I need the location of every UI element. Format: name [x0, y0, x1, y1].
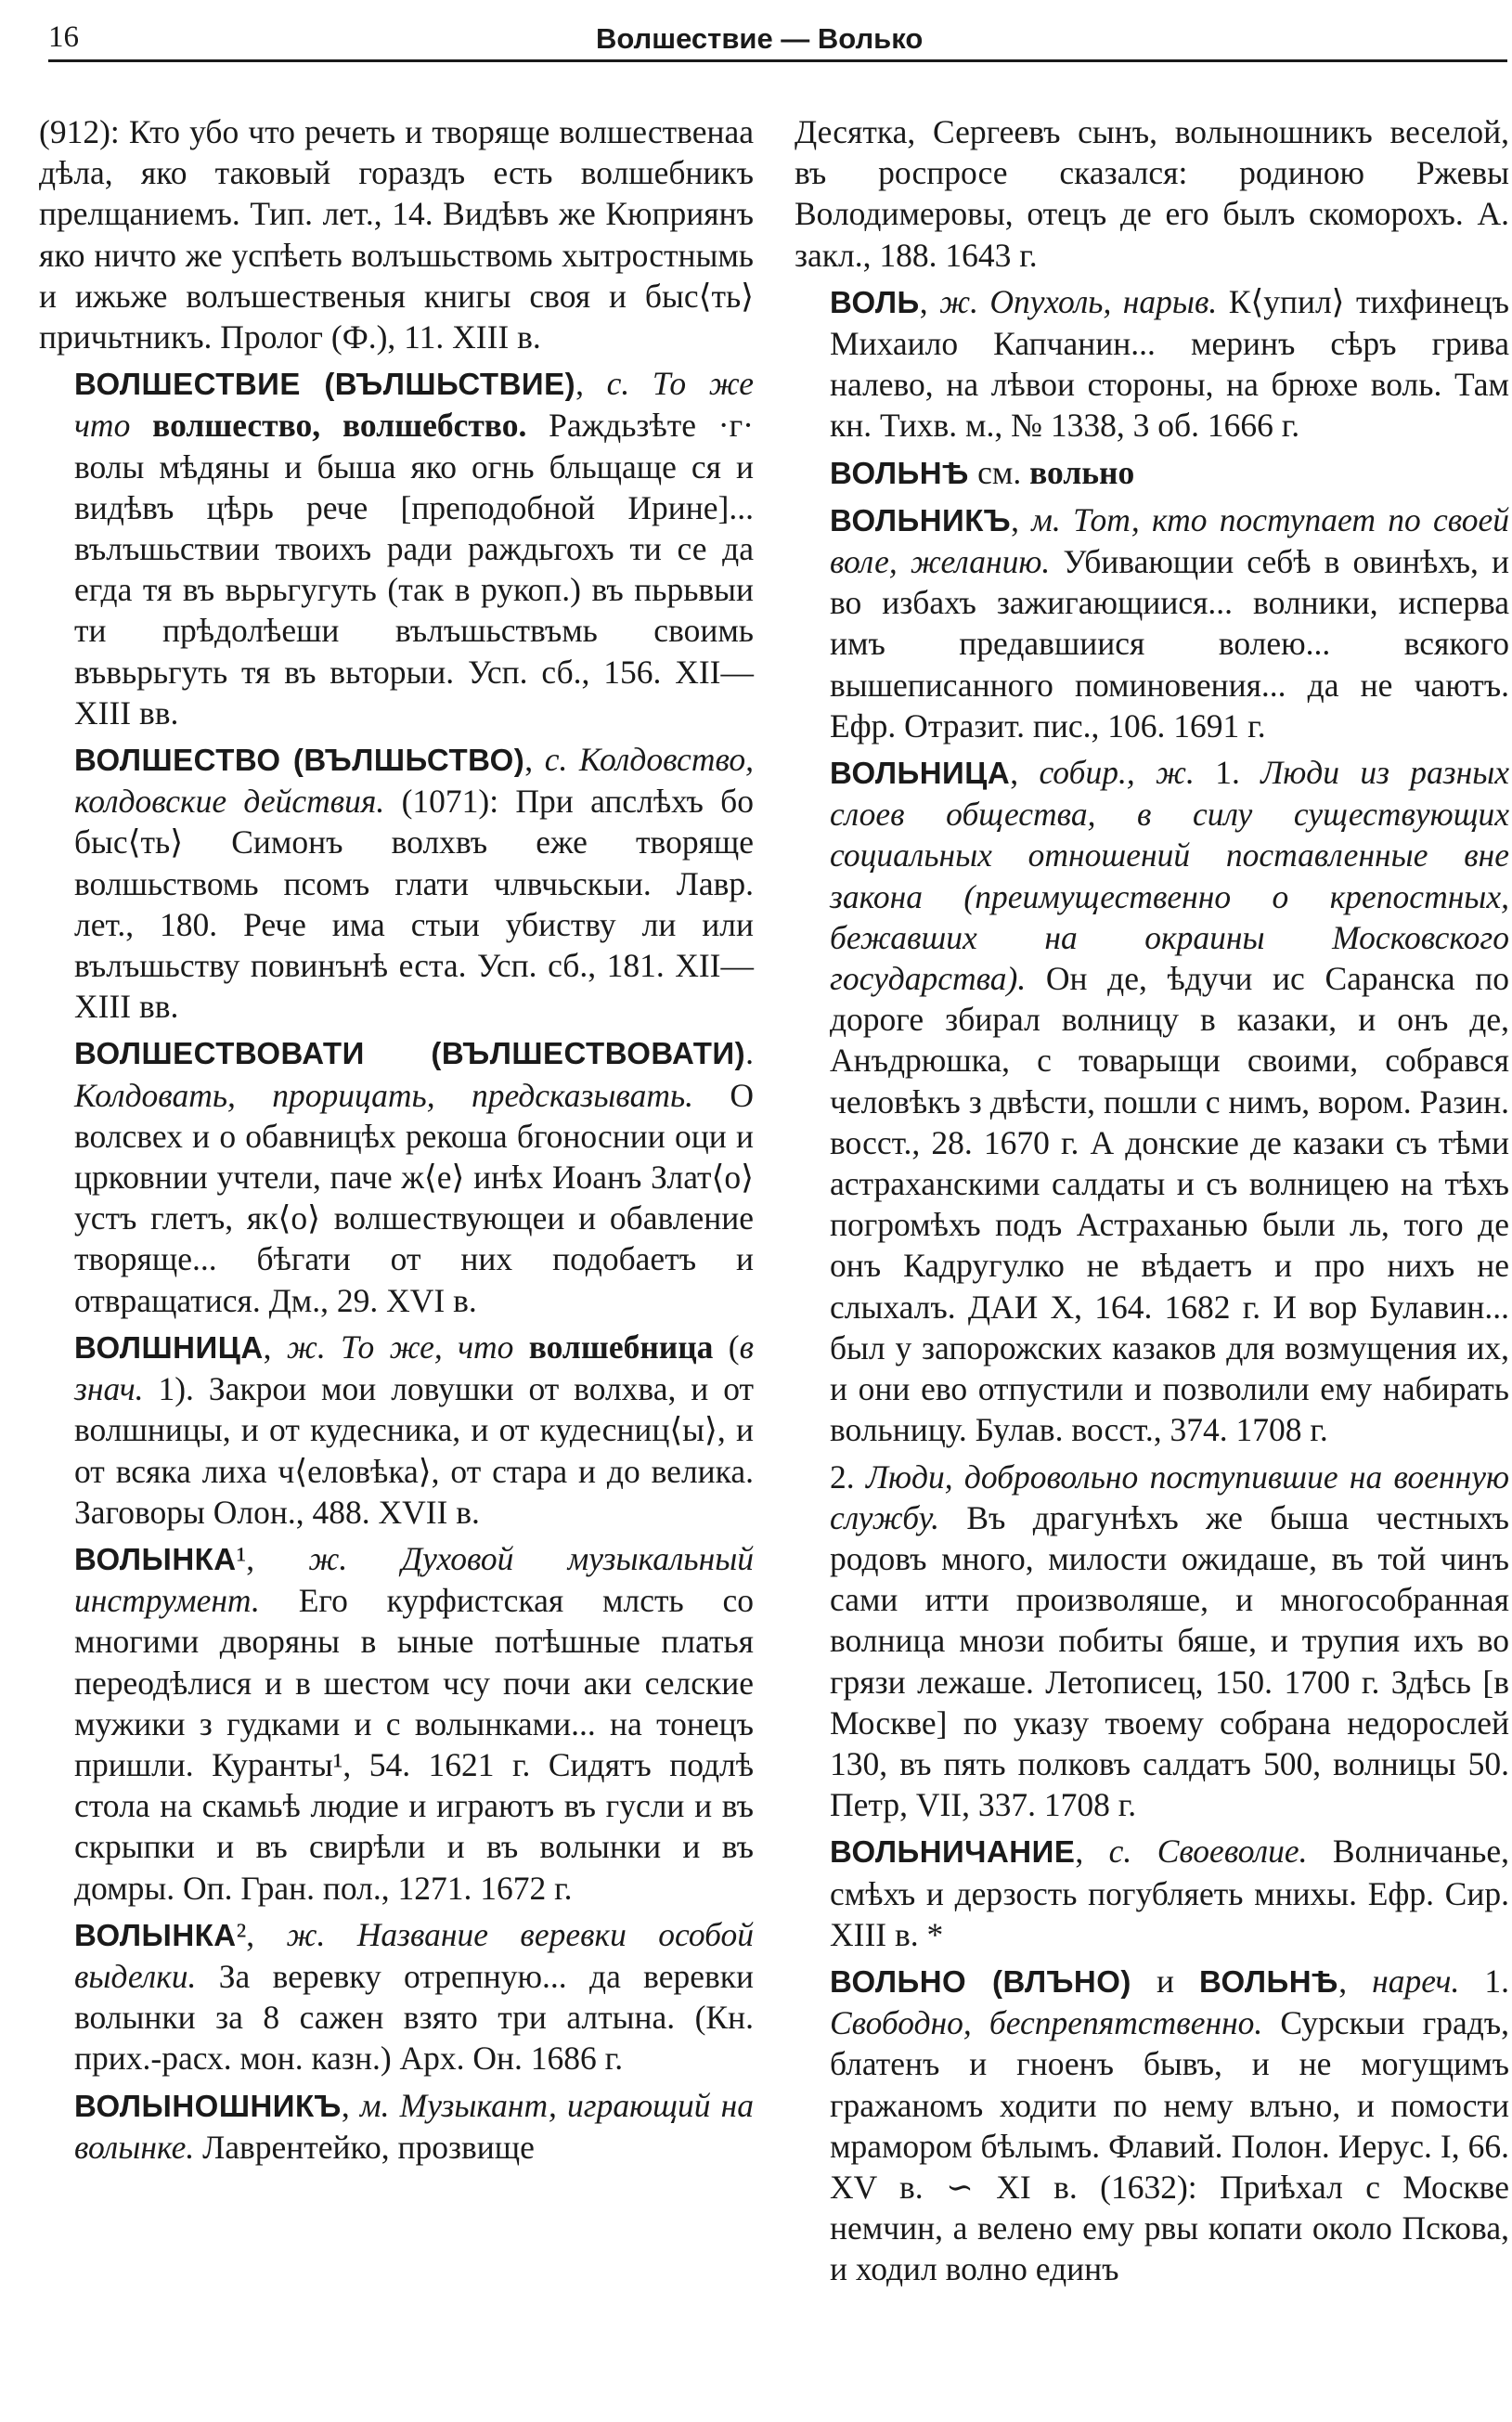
entry-headword: ВОЛЬНѢ — [1198, 1963, 1339, 1999]
entry-text: , — [1010, 754, 1040, 792]
entry-headword: ВОЛЬ — [830, 284, 920, 319]
entry-headword: ВОЛЬНО (ВЛЪНО) — [830, 1963, 1131, 1999]
dictionary-entry — [795, 1457, 1509, 1826]
entry-text: 1. — [1459, 1962, 1509, 2000]
entry-definition: в знач. — [74, 1328, 754, 1408]
entry-text: , — [1011, 500, 1032, 538]
entry-definition: Колдовать, прорицать, предсказывать. — [74, 1076, 693, 1114]
entry-definition: ж. Название веревки особой выделки. — [74, 1915, 754, 1995]
page-number: 16 — [48, 20, 79, 54]
entry-text: . — [745, 1034, 754, 1072]
dictionary-entry — [39, 1032, 754, 1320]
entry-text: 1). Закрои мои ловушки от волхва, и от волшницы, и от кудесника, и от кудесниц⟨ы⟩, и от всяка лиха ч⟨еловѣка⟩, от стара и до велика. Заговоры Олон., 488. XVII в. — [74, 1370, 754, 1531]
entry-text: , — [263, 1328, 287, 1366]
entry-definition: Свободно, беспрепятственно. — [830, 2004, 1263, 2042]
entry-headword: ВОЛЬНѢ — [830, 455, 970, 490]
entry-text: см. — [969, 453, 1030, 491]
entry-definition: ж. Опухоль, нарыв. — [939, 282, 1218, 320]
entry-definition: с. Колдовство, колдовские действия. — [74, 741, 755, 821]
entry-text — [130, 407, 152, 444]
entry-headword: ВОЛЬНИКЪ — [830, 502, 1012, 538]
entry-definition: нареч. — [1372, 1962, 1460, 2000]
entry-headword: ВОЛШЕСТВОВАТИ (ВЪЛШЕСТВОВАТИ) — [74, 1036, 746, 1071]
entry-text: Лаврентейко, прозвище — [194, 2128, 535, 2166]
dictionary-entry — [39, 1327, 754, 1533]
entry-text: , — [524, 741, 545, 779]
entry-text: За веревку отрепную... да веревки волынки за 8 сажен взято три алтына. (Кн. прих.-расх. мон. казн.) Арх. Он. 1686 г. — [74, 1957, 754, 2078]
entry-text: 2. — [830, 1457, 866, 1496]
entry-text: Десятка, Сергеевъ сынъ, волыношникъ веселой, въ роспросе сказался: родиною Ржевы Володимеровы, отецъ де его былъ скоморохъ. А. закл., 188. 1643 г. — [795, 113, 1509, 274]
entry-crossref: волшебница — [528, 1328, 714, 1366]
entry-text: ¹, — [236, 1539, 309, 1577]
entry-text: Сурскыи градъ, блатенъ и гноенъ бывъ, и не могущимъ гражаномъ ходити по нему влъно, и помости мрамором бѣлымъ. Флавий. Полон. Иерус. I, 66. XV в. ∽ XI в. (1632): Приѣхал с Москве немчин, а велено ему рвы копати около Пскова, и ходил волно единъ — [830, 2004, 1509, 2288]
dictionary-entry — [39, 1538, 754, 1909]
dictionary-entry — [795, 1961, 1509, 2290]
entry-text: (1071): При апслѣхъ бо быс⟨ть⟩ Симонъ волхвъ еже творяще волшьствомь псомъ глати члвчьскыи. Лавр. лет., 180. Рече има стыи убиству ли или вълъшьству повинънѣ еста. Усп. сб., 181. XII—XIII вв. — [74, 783, 754, 1026]
dictionary-entry — [39, 111, 754, 357]
entry-definition: ж. То же, что — [286, 1328, 514, 1366]
entry-headword: ВОЛЬНИЦА — [830, 756, 1011, 791]
entry-headword: ВОЛЬНИЧАНИЕ — [830, 1834, 1076, 1870]
entry-text: , — [1075, 1833, 1109, 1871]
dictionary-entry — [39, 2085, 754, 2168]
entry-text: ², — [236, 1915, 287, 1953]
dictionary-entry — [795, 1831, 1509, 1955]
entry-crossref: волшество, волшебство. — [152, 407, 527, 445]
entry-text: (912): Кто убо что речеть и творяще волшественаа дѣла, яко таковый гораздъ есть волшебникъ прелщаниемъ. Тип. лет., 14. Видѣвъ же Кюприянъ яко ничто же успѣеть волъшьствомь хытростнымь и ижьже волъшественыя книгы своя и быс⟨ть⟩ причьтникъ. Пролог (Ф.), 11. XIII в. — [39, 113, 754, 356]
entry-text: Он де, ѣдучи ис Саранска по дороге збирал волницу в казаки, и онъ де, Анъдрюшка, с товарыщи своими, собрався человѣкъ з двѣсти, пошли с нимъ, вором. Разин. восст., 28. 1670 г. А донские де казаки съ тѣми астраханскими салдаты и съ волницею на тѣхъ погромѣхъ подъ Астраханью были ль, того де онъ Кадругулко не вѣдаетъ и про нихъ не слыхалъ. ДАИ X, 164. 1682 г. И вор Булавин... был у запорожских казаков для возмущения их, и они ево отпустили и позволили ему набирать вольницу. Булав. восст., 374. 1708 г. — [830, 960, 1509, 1449]
entry-definition: Люди, добровольно поступившие на военную службу. — [830, 1457, 1510, 1536]
entry-text: Волничанье, смѣхъ и дерзость погубляеть мнихы. Ефр. Сир. XIII в. * — [830, 1833, 1509, 1953]
entry-text: , — [919, 282, 940, 320]
entry-crossref: вольно — [1029, 453, 1135, 491]
entry-headword: ВОЛЫНКА — [74, 1917, 237, 1952]
entry-definition: ж. Духовой музыкальный инструмент. — [74, 1539, 754, 1620]
entry-text: Его курфистская млсть со многими дворяны в ыные потѣшные платья переодѣлися и в шестом чсу почи аки селские мужики з гудками и с волынками... на тонецъ пришли. Куранты¹, 54. 1621 г. Сидятъ подлѣ стола на скамьѣ людие и играютъ въ гусли и въ скрыпки и въ свирѣли и въ волынки и въ домры. Оп. Гран. пол., 1271. 1672 г. — [74, 1582, 754, 1907]
dictionary-entry — [39, 363, 754, 733]
entry-definition: собир., ж. — [1039, 754, 1195, 792]
running-title: Волшествие — Волько — [596, 22, 924, 55]
entry-text: Раждьзѣте ·г· волы мѣдяны и быша яко огнь бльщаще ся и видѣвъ цѣрь рече [преподобной Ирине]... вълъшьствии твоихъ ради раждьгохъ ти се да егда тя въ вьрьгугуть (так в рукоп.) въ пьрьвыи ти прѣдолѣеши вълъшьствъмь своимь въвьрьгуть тя въ вьторыи. Усп. сб., 156. XII—XIII вв. — [74, 407, 755, 732]
entry-text: , — [1338, 1962, 1373, 2000]
entry-text: К⟨упил⟩ тихфинецъ Михаило Капчанин... меринъ сѣръ грива налево, на лѣвои стороны, на брюхе воль. Там кн. Тихв. м., № 1338, 3 об. 1666 г. — [830, 282, 1509, 445]
left-column — [39, 111, 754, 2168]
dictionary-entry — [795, 111, 1509, 276]
dictionary-entry — [795, 281, 1509, 447]
entry-text: , — [341, 2086, 360, 2124]
entry-text — [513, 1328, 528, 1366]
dictionary-entry — [39, 739, 754, 1027]
dictionary-entry — [39, 1914, 754, 2079]
entry-headword: ВОЛШНИЦА — [74, 1329, 264, 1365]
dictionary-entry — [795, 499, 1509, 746]
entry-text: Убивающии себѣ в овинѣхъ, и во избахъ зажигающиися... волники, исперва имъ предавшиися волею... всякого вышеписанного поминовения... да не чаютъ. Ефр. Отразит. пис., 106. 1691 г. — [830, 543, 1509, 745]
entry-headword: ВОЛШЕСТВИЕ (ВЪЛШЬСТВИЕ) — [74, 367, 576, 402]
entry-text: , — [575, 365, 607, 403]
right-column — [795, 111, 1509, 2290]
entry-text: Въ драгунѣхъ же быша честныхъ родовъ много, милости ожидаше, въ той чинъ сами итти произволяше, и многособранная волница мнози побиты бяше, и трупия ихъ во грязи лежаше. Летописец, 150. 1700 г. Здѣсь [в Москве] по указу твоему собрана недорослей 130, въ пять полковъ салдатъ 500, волницы 50. Петр, VII, 337. 1708 г. — [830, 1498, 1509, 1824]
entry-text: О волсвех и о обавницѣх рекоша бгоноснии оци и црковнии учтели, паче ж⟨е⟩ инѣх Иоанъ Злат⟨о⟩устъ глетъ, як⟨о⟩ волшествующеи и обавление творяще... бѣгати от них подобаетъ и отвращатися. Дм., 29. XVI в. — [74, 1076, 755, 1319]
dictionary-entry — [795, 452, 1509, 494]
entry-definition: Люди из разных слоев общества, в силу существующих социальных отношений поставленные вне закона (преимущественно о крепостных, бежавших на окраины Московского государства). — [830, 754, 1510, 998]
entry-headword: ВОЛШЕСТВО (ВЪЛШЬСТВО) — [74, 743, 525, 778]
entry-headword: ВОЛЫНОШНИКЪ — [74, 2088, 342, 2123]
entry-definition: м. Музыкант, играющий на волынке. — [74, 2086, 754, 2166]
entry-headword: ВОЛЫНКА — [74, 1541, 237, 1576]
entry-definition: с. То же что — [74, 365, 755, 445]
page-header — [48, 15, 1507, 62]
dictionary-entry — [795, 752, 1509, 1450]
entry-text: ( — [713, 1328, 740, 1366]
entry-text: и — [1131, 1962, 1199, 2000]
entry-text: 1. — [1194, 754, 1261, 792]
entry-definition: м. Тот, кто поступает по своей воле, желанию. — [830, 500, 1509, 581]
entry-definition: с. Своеволие. — [1108, 1833, 1308, 1871]
